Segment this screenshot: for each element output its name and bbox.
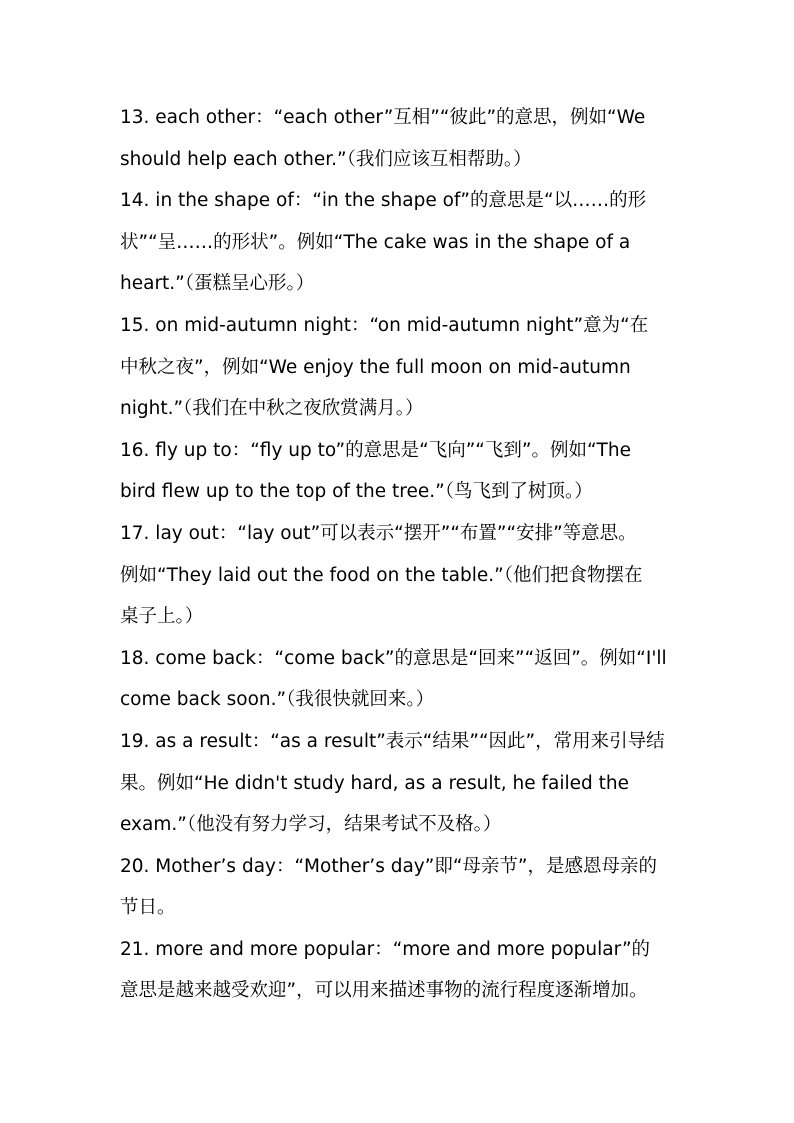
text-line: 中秋之夜”，例如“We enjoy the full moon on mid-autumn xyxy=(120,356,631,378)
text-line: 果。例如“He didn't study hard, as a result, he failed the xyxy=(120,772,630,794)
text-line: 状”“呈……的形状”。例如“The cake was in the shape of a xyxy=(120,231,631,253)
text-line: 例如“They laid out the food on the table.”（他们把食物摆在 xyxy=(120,564,643,586)
text-line: 16. fly up to：“fly up to”的意思是“飞向”“飞到”。例如“The xyxy=(120,439,631,461)
text-line: 21. more and more popular：“more and more popular”的 xyxy=(120,938,651,960)
text-line: come back soon.”（我很快就回来。） xyxy=(120,689,435,711)
text-line: heart.”（蛋糕呈心形。） xyxy=(120,273,315,295)
text-line: exam.”（他没有努力学习，结果考试不及格。） xyxy=(120,814,502,836)
text-line: 意思是越来越受欢迎”，可以用来描述事物的流行程度逐渐增加。 xyxy=(120,980,648,1002)
text-line: should help each other.”（我们应该互相帮助。） xyxy=(120,148,532,170)
document-body xyxy=(120,97,680,1012)
text-line: night.”（我们在中秋之夜欣赏满月。） xyxy=(120,398,424,420)
text-line: 节日。 xyxy=(120,897,176,919)
text-line: 19. as a result：“as a result”表示“结果”“因此”，常用来引导结 xyxy=(120,730,665,752)
text-line: 17. lay out：“lay out”可以表示“摆开”“布置”“安排”等意思。 xyxy=(120,522,637,544)
text-line: bird flew up to the top of the tree.”（鸟飞到了树顶。） xyxy=(120,481,593,503)
text-line: 18. come back：“come back”的意思是“回来”“返回”。例如“I'll xyxy=(120,647,667,669)
text-line: 13. each other：“each other”互相”“彼此”的意思，例如“We xyxy=(120,107,646,128)
text-line: 桌子上。） xyxy=(120,606,204,628)
text-line: 20. Mother’s day：“Mother’s day”即“母亲节”，是感恩母亲的 xyxy=(120,855,657,877)
text-line: 15. on mid-autumn night：“on mid-autumn night”意为“在 xyxy=(120,314,649,336)
text-line: 14. in the shape of：“in the shape of”的意思是“以……的形 xyxy=(120,190,647,212)
